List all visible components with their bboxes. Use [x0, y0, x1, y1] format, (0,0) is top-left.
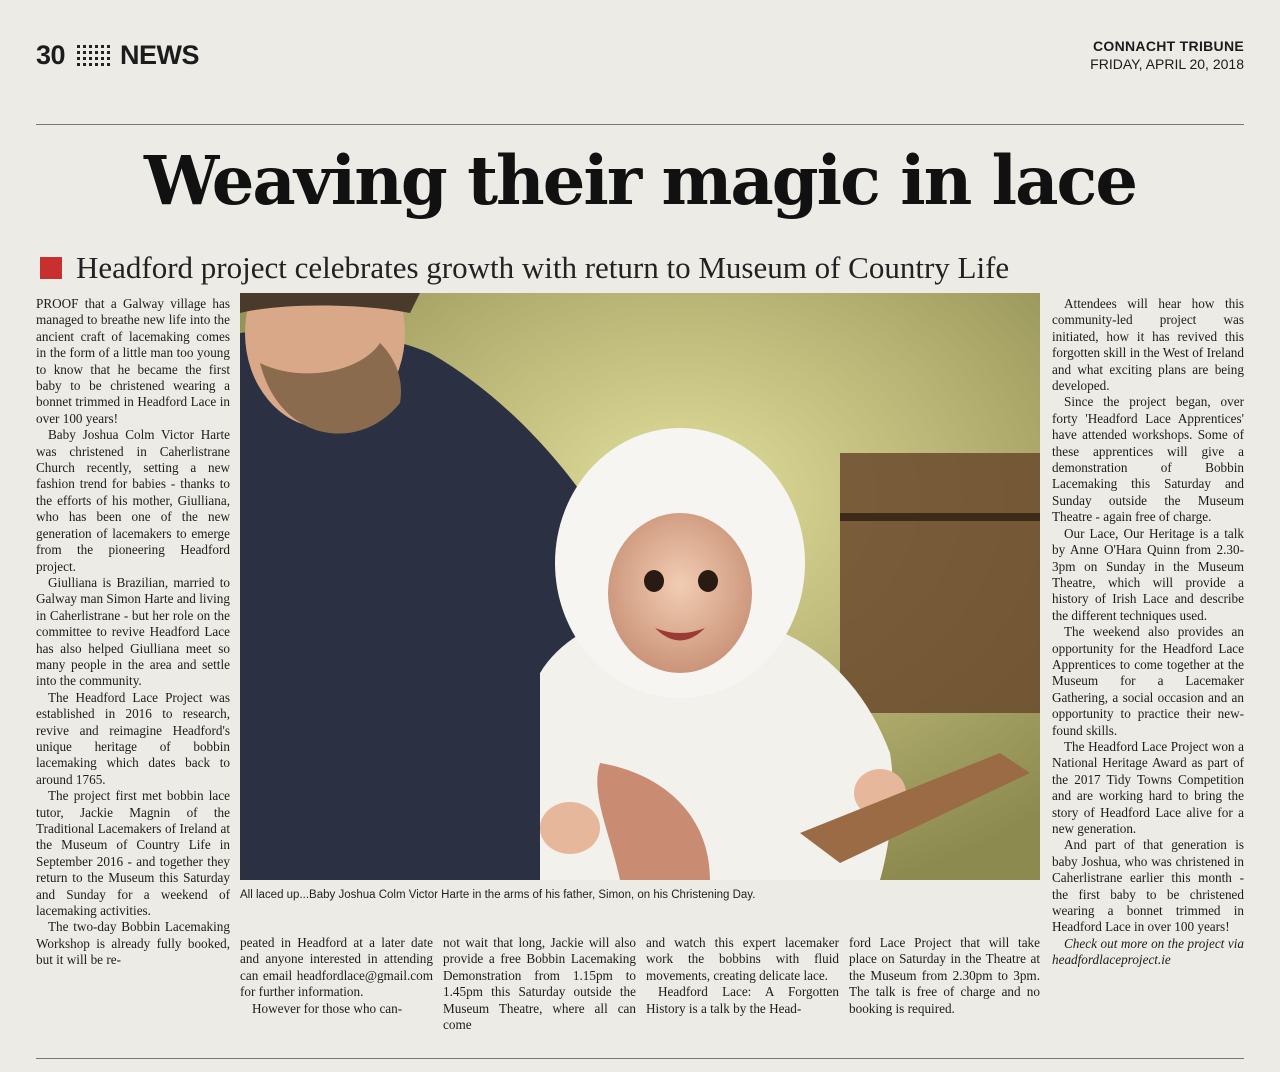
paragraph: and watch this expert lacemaker work the bobbins with fluid movements, creating delicate lace.: [646, 935, 839, 983]
paragraph: Since the project began, over forty 'Headford Lace Apprentices' have attended workshops. Some of these apprentices will give a demonstration of Bobbin Lacemaking this Saturday and Sunday outside the Museum Theatre - again free of charge.: [1052, 394, 1244, 525]
headline: Weaving their magic in lace: [144, 141, 1136, 220]
section-dots-icon: [77, 45, 110, 66]
article-column-4: [646, 935, 839, 1017]
paragraph: Headford Lace: A Forgotten History is a talk by the Head-: [646, 984, 839, 1016]
photo-caption: All laced up...Baby Joshua Colm Victor Harte in the arms of his father, Simon, on his Christening Day.: [240, 889, 756, 901]
standfirst-text: Headford project celebrates growth with return to Museum of Country Life: [76, 250, 1010, 285]
paragraph: The Headford Lace Project won a National Heritage Award as part of the 2017 Tidy Towns Competition and are working hard to bring the story of Headford Lace alive for a new generation.: [1052, 738, 1244, 836]
red-square-icon: [40, 257, 62, 279]
paragraph: The project first met bobbin lace tutor, Jackie Magnin of the Traditional Lacemakers of Ireland at the Museum of Country Life in September 2016 - and together they return to the Museum this Saturday and Sunday for a weekend of lacemaking activities.: [36, 788, 230, 919]
paragraph: Attendees will hear how this community-led project was initiated, how it has revived this forgotten skill in the West of Ireland and what exciting plans are being developed.: [1052, 296, 1244, 394]
standfirst: [40, 248, 1009, 288]
section-label: NEWS: [120, 40, 200, 70]
paragraph: The weekend also provides an opportunity for the Headford Lace Apprentices to come together at the Museum for a Lacemaker Gathering, a social occasion and an opportunity to practice their new-found skills.: [1052, 624, 1244, 738]
paragraph: The two-day Bobbin Lacemaking Workshop is already fully booked, but it will be re-: [36, 919, 230, 968]
top-divider: [36, 124, 1244, 125]
page-number: 30: [36, 40, 66, 70]
paragraph: The Headford Lace Project was established in 2016 to research, revive and reimagine Headford's unique heritage of bobbin lacemaking which dates back to around 1765.: [36, 689, 230, 787]
article-column-5: [849, 935, 1040, 1017]
father-and-baby-photo: [240, 293, 1040, 880]
project-link-note: Check out more on the project via headfordlaceproject.ie: [1052, 935, 1244, 968]
paragraph: PROOF that a Galway village has managed to breathe new life into the ancient craft of lacemaking comes in the form of a little man too young to know that he became the first baby to be christened wearing a bonnet trimmed in Headford Lace in over 100 years!: [36, 296, 230, 426]
paragraph: ford Lace Project that will take place on Saturday in the Theatre at the Museum from 2.30pm to 3pm. The talk is free of charge and no booking is required.: [849, 935, 1040, 1016]
paragraph: Giulliana is Brazilian, married to Galway man Simon Harte and living in Caherlistrane - but her role on the committee to revive Headford Lace has also helped Giulliana meet so many people in the area and settle into the community.: [36, 574, 230, 689]
article-column-1: [36, 296, 230, 969]
paragraph: And part of that generation is baby Joshua, who was christened in Caherlistrane earlier this month - the first baby to be christened wearing a bonnet trimmed in Headford Lace in over 100 years!: [1052, 837, 1244, 935]
article-photo: [240, 293, 1040, 880]
article-column-2: [240, 935, 433, 1017]
paragraph: not wait that long, Jackie will also provide a free Bobbin Lacemaking Demonstration from 1.15pm to 1.45pm this Saturday outside the Museum Theatre, where all can come: [443, 935, 636, 1033]
bottom-divider: [36, 1058, 1244, 1059]
issue-date: FRIDAY, APRIL 20, 2018: [1090, 56, 1244, 72]
article-column-3: [443, 935, 636, 1033]
paragraph: However for those who can-: [252, 1000, 403, 1016]
paper-name: CONNACHT TRIBUNE: [1092, 38, 1244, 54]
masthead-left: [36, 40, 199, 71]
paragraph: Our Lace, Our Heritage is a talk by Anne O'Hara Quinn from 2.30-3pm on Sunday in the Museum Theatre, which will provide a history of Irish Lace and describe the different techniques used.: [1052, 525, 1244, 623]
masthead-right: [1090, 38, 1244, 72]
article-column-6: [1052, 296, 1244, 969]
paragraph: Baby Joshua Colm Victor Harte was christened in Caherlistrane Church recently, setting a new fashion trend for babies - thanks to the efforts of his mother, Giulliana, who has been one of the new generation of lacemakers to emerge from the pioneering Headford project.: [36, 427, 230, 574]
paragraph: peated in Headford at a later date and anyone interested in attending can email headfordlace@gmail.com for further information.: [240, 935, 433, 1000]
